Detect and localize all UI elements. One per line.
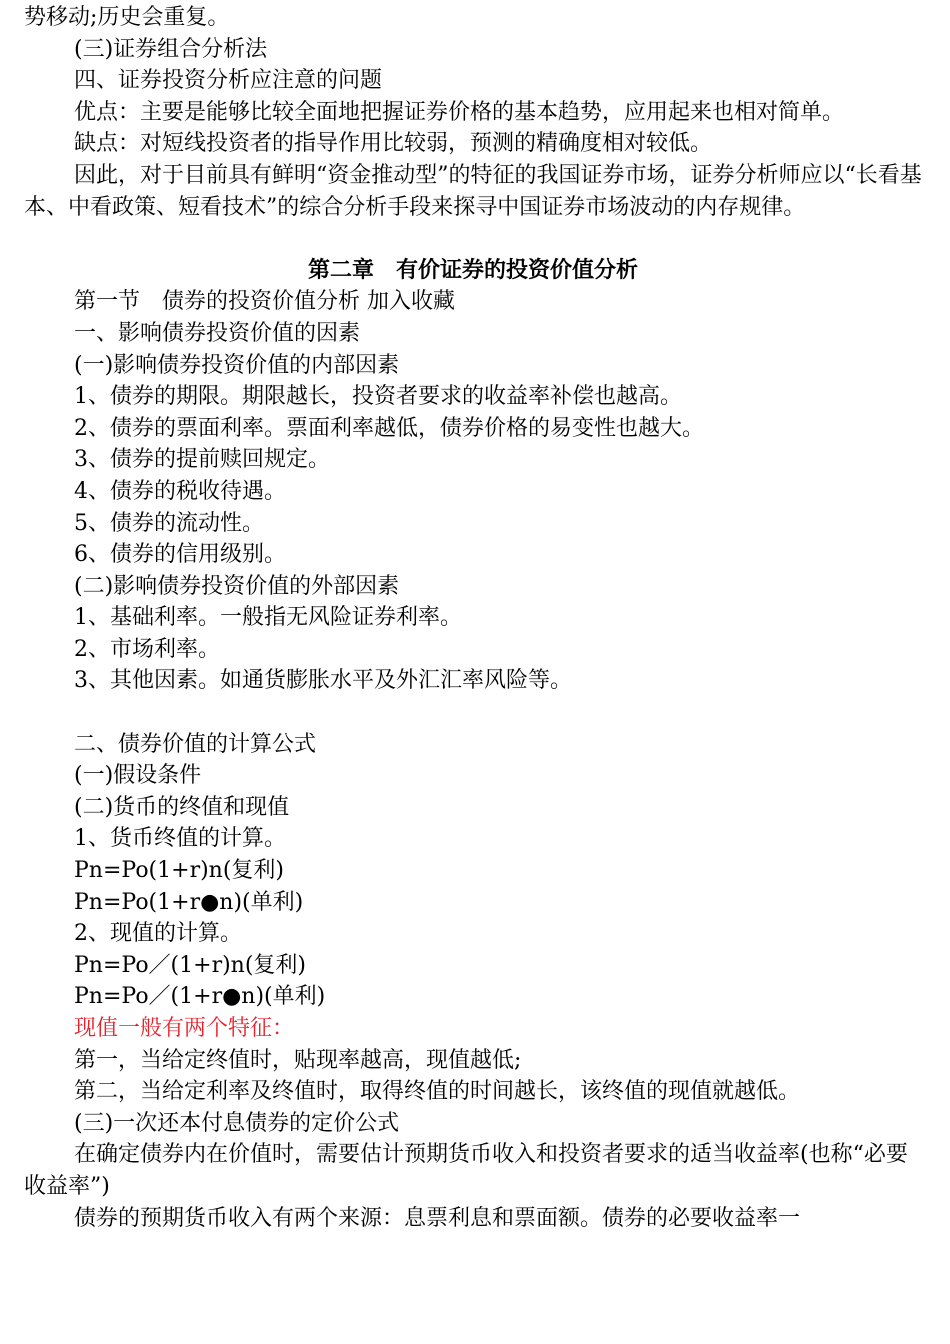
paragraph-disadvantages: 缺点：对短线投资者的指导作用比较弱，预测的精确度相对较低。 [74, 131, 713, 157]
paragraph-advantages: 优点：主要是能够比较全面地把握证券价格的基本趋势，应用起来也相对简单。 [74, 99, 845, 125]
heading-line: (二)影响债券投资价值的外部因素 [74, 573, 400, 599]
list-item: 3、债券的提前赎回规定。 [74, 447, 330, 473]
list-item: 2、现值的计算。 [74, 921, 242, 947]
paragraph-line: 势移动;历史会重复。 [24, 5, 230, 30]
list-item: 3、其他因素。如通货膨胀水平及外汇汇率风险等。 [74, 668, 572, 694]
paragraph-line: 在确定债券内在价值时，需要估计预期货币收入和投资者要求的适当收益率(也称“必要收益率”) [24, 1142, 908, 1199]
chapter-title: 第二章 有价证券的投资价值分析 [307, 257, 638, 283]
section-heading: (三)证券组合分析法 [74, 36, 268, 62]
list-item: 1、债券的期限。期限越长，投资者要求的收益率补偿也越高。 [74, 384, 682, 410]
section-heading: 四、证券投资分析应注意的问题 [74, 68, 383, 94]
paragraph-line: 第二，当给定利率及终值时，取得终值的时间越长，该终值的现值就越低。 [74, 1079, 801, 1105]
heading-line: (三)一次还本付息债券的定价公式 [74, 1110, 400, 1136]
list-item: 6、债券的信用级别。 [74, 542, 286, 568]
heading-line: (一)假设条件 [74, 763, 202, 789]
highlighted-heading: 现值一般有两个特征： [74, 1016, 295, 1041]
list-item: 1、货币终值的计算。 [74, 826, 286, 852]
formula-line: Pn=Po(1+r)n(复利) [74, 858, 285, 884]
heading-line: 二、债券价值的计算公式 [74, 731, 317, 757]
list-item: 2、债券的票面利率。票面利率越低，债券价格的易变性也越大。 [74, 415, 704, 441]
paragraph-line: 第一，当给定终值时，贴现率越高，现值越低; [74, 1047, 522, 1073]
heading-line: (二)货币的终值和现值 [74, 794, 290, 820]
formula-line: Pn=Po(1+r●n)(单利) [74, 889, 304, 915]
blank-line [24, 697, 922, 729]
paragraph-conclusion: 因此，对于目前具有鲜明“资金推动型”的特征的我国证券市场，证券分析师应以“长看基本、中看政策、短看技术”的综合分析手段来探寻中国证券市场波动的内存规律。 [24, 162, 922, 220]
heading-line: (一)影响债券投资价值的内部因素 [74, 352, 400, 378]
heading-line: 一、影响债券投资价值的因素 [74, 320, 361, 346]
formula-line: Pn=Po／(1+r)n(复利) [74, 952, 307, 978]
paragraph-line: 债券的预期货币收入有两个来源：息票利息和票面额。债券的必要收益率一 [74, 1205, 801, 1231]
section-title: 第一节 债券的投资价值分析 加入收藏 [74, 289, 455, 315]
list-item: 1、基础利率。一般指无风险证券利率。 [74, 605, 462, 631]
document-body [24, 2, 922, 1234]
blank-line [24, 223, 922, 255]
list-item: 4、债券的税收待遇。 [74, 478, 286, 504]
list-item: 5、债券的流动性。 [74, 510, 264, 536]
formula-line: Pn=Po／(1+r●n)(单利) [74, 984, 326, 1010]
list-item: 2、市场利率。 [74, 636, 220, 662]
